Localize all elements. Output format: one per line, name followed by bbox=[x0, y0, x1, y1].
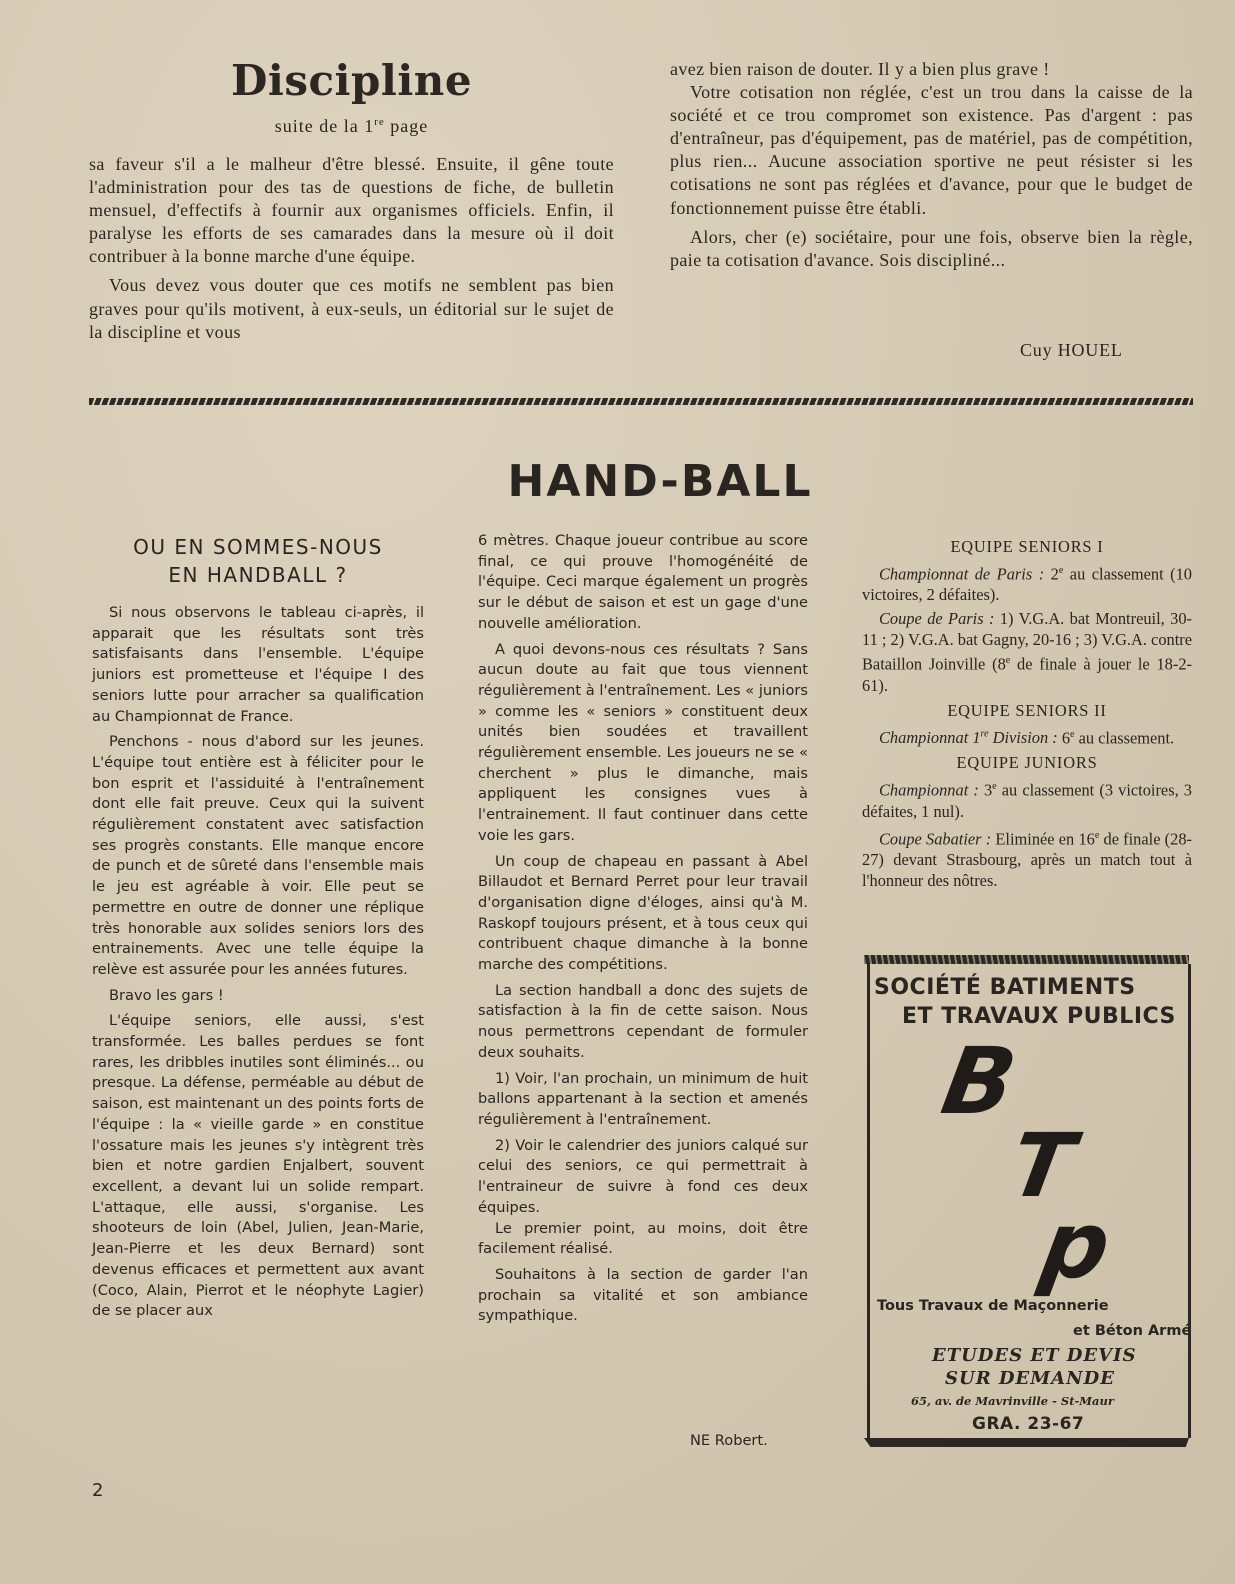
paragraph: Penchons - nous d'abord sur les jeunes. L'équipe tout entière est à féliciter pour le bon esprit et l'assiduité à l'entraînement dont elle fait preuve. Ceux qui la suivent régulièrement constatent avec satisfaction ses progrès constants. Elle manque encore de punch et de sûreté dans l'ensemble mais le jeu est agréable à voir. Elle peut se permettre en outre de donner une réplique très honorable aux solides seniors lors des entrainements. Avec une telle équipe la relève est assurée pour les années futures. bbox=[92, 733, 424, 978]
handball-signature: NE Robert. bbox=[690, 1432, 768, 1449]
paragraph: A quoi devons-nous ces résultats ? Sans aucun doute au fait que tous viennent régulièrement à l'entraînement. Les « juniors » comme les « seniors » constituent deux unités bien soudées et travaillent régulièrement ensemble. Les joueurs ne se « cherchent » plus le dimanche, mais appliquent les consignes vues à l'entrainement. Il faut continuer dans cette voie les gars. bbox=[478, 640, 808, 844]
paragraph: 1) Voir, l'an prochain, un minimum de huit ballons appartenant à la section et amenés régulièrement à l'entraînement. bbox=[478, 1069, 808, 1128]
handball-column-2 bbox=[478, 531, 808, 1327]
team-heading: EQUIPE SENIORS I bbox=[950, 537, 1104, 556]
ad-logo-letter-p: p bbox=[1033, 1192, 1119, 1299]
ad-border-top bbox=[864, 955, 1189, 964]
ad-demande: SUR DEMANDE bbox=[945, 1368, 1115, 1389]
paragraph: 6 mètres. Chaque joueur contribue au score final, ce qui prouve l'homogénéité de l'équipe. Ceci marque également un progrès sur le début de saison et est un gage d'une nouvelle amélioration. bbox=[478, 532, 808, 632]
discipline-column-left bbox=[89, 153, 614, 344]
discipline-title: Discipline bbox=[230, 56, 473, 105]
ad-border-bottom bbox=[864, 1438, 1189, 1447]
paragraph: Si nous observons le tableau ci-après, il apparait que les résultats sont très satisfaisants dans l'ensemble. L'équipe juniors est prometteuse et l'équipe I des seniors lutte pour arracher sa qualification au Championnat de France. bbox=[92, 604, 424, 725]
paragraph: Alors, cher (e) sociétaire, pour une fois, observe bien la règle, paie ta cotisation d'avance. Sois discipliné... bbox=[670, 226, 1193, 270]
paragraph: avez bien raison de douter. Il y a bien plus grave ! bbox=[670, 59, 1050, 79]
discipline-subtitle: suite de la 1re page bbox=[274, 116, 429, 136]
ad-address: 65, av. de Mavrinville - St-Maur bbox=[911, 1394, 1114, 1408]
ad-logo-letter-t: T bbox=[1002, 1114, 1082, 1217]
paragraph: Votre cotisation non réglée, c'est un trou dans la caisse de la société et ce trou compromet son existence. Pas d'argent : pas d'entraîneur, pas d'équipement, pas de matériel, pas de compétition, plus rien... Aucune association sportive ne peut résister si les cotisations ne sont pas réglées et d'avance, pour que le budget de fonctionnement puisse être établi. bbox=[670, 82, 1193, 218]
paragraph: Un coup de chapeau en passant à Abel Billaudot et Bernard Perret pour leur travail d'organisation digne d'éloges, ainsi qu'à M. Raskopf toujours présent, et à tous ceux qui contribuent chaque dimanche à la bonne marche des compétitions. bbox=[478, 852, 808, 974]
paragraph: Bravo les gars ! bbox=[109, 986, 224, 1004]
paragraph: 2) Voir le calendrier des juniors calqué sur celui des seniors, ce qui permettrait à l'entraineur de suivre à fond ces deux équipes. bbox=[478, 1136, 808, 1216]
ad-services-line2: et Béton Armé bbox=[1073, 1323, 1192, 1339]
paragraph: L'équipe seniors, elle aussi, s'est transformée. Les balles perdues se font rares, les dribbles inutiles sont éliminés... ou presque. La défense, perméable au début de saison, est maintenant un des points forts de l'équipe : la « vieille garde » en constitue l'ossature mais les jeunes s'y intègrent très bien et notre gardien Enjalbert, souvent excellent, a devant lui un solide rempart. L'attaque, elle aussi, s'organise. Les shooteurs de loin (Abel, Julien, Jean-Marie, Jean-Pierre et les deux Bernard) sont devenus efficaces et permettent aux avant (Coco, Alain, Pierrot et le néophyte Lagier) de se placer aux bbox=[92, 1012, 424, 1320]
paragraph: La section handball a donc des sujets de satisfaction à la fin de cette saison. Nous nous permettrons cependant de formuler deux souhaits. bbox=[478, 981, 808, 1061]
team-heading: EQUIPE SENIORS II bbox=[947, 700, 1107, 720]
ad-etudes: ETUDES ET DEVIS bbox=[932, 1345, 1137, 1366]
ad-phone: GRA. 23-67 bbox=[972, 1414, 1085, 1434]
result-line: Championnat de Paris : 2e au classement (10 victoires, 2 défaites). bbox=[862, 564, 1192, 605]
discipline-signature: Cuy HOUEL bbox=[1020, 340, 1123, 360]
page-number: 2 bbox=[92, 1480, 104, 1501]
paragraph: Le premier point, au moins, doit être facilement réalisé. bbox=[478, 1219, 808, 1258]
paragraph: sa faveur s'il a le malheur d'être blessé. Ensuite, il gêne toute l'administration pour des tas de questions de fiche, de bulletin mensuel, d'effectifs à fournir aux organismes officiels. Enfin, il paralyse les efforts de ses camarades dans la mesure où il doit contribuer à la bonne marche d'une équipe. bbox=[89, 154, 614, 267]
team-heading: EQUIPE JUNIORS bbox=[956, 753, 1098, 773]
result-line: Championnat 1re Division : 6e au classement. bbox=[879, 728, 1175, 748]
ad-logo-letter-b: B bbox=[934, 1028, 1024, 1135]
section-divider bbox=[89, 398, 1193, 405]
handball-title: HAND-BALL bbox=[507, 456, 813, 507]
ad-company-line1: SOCIÉTÉ BATIMENTS bbox=[874, 975, 1136, 1000]
ad-services-line1: Tous Travaux de Maçonnerie bbox=[877, 1298, 1109, 1314]
ad-company-line2: ET TRAVAUX PUBLICS bbox=[902, 1004, 1176, 1029]
result-line: Championnat : 3e au classement (3 victoires, 3 défaites, 1 nul). bbox=[862, 780, 1192, 821]
result-line: Coupe Sabatier : Eliminée en 16e de finale (28-27) devant Strasbourg, après un match tout à l'honneur des nôtres. bbox=[862, 829, 1192, 891]
result-line: Coupe de Paris : 1) V.G.A. bat Montreuil, 30-11 ; 2) V.G.A. bat Gagny, 20-16 ; 3) V.G.A. contre Bataillon Joinville (8e de finale à jouer le 18-2-61). bbox=[862, 609, 1192, 695]
paragraph: Vous devez vous douter que ces motifs ne semblent pas bien graves pour qu'ils motivent, à eux-seuls, un éditorial sur le sujet de la discipline et vous bbox=[89, 275, 614, 342]
results-column bbox=[862, 532, 1192, 891]
paragraph: Souhaitons à la section de garder l'an prochain sa vitalité et son ambiance sympathique. bbox=[478, 1265, 808, 1325]
handball-heading: OU EN SOMMES-NOUS EN HANDBALL ? bbox=[133, 535, 383, 587]
discipline-column-right bbox=[670, 58, 1193, 272]
handball-column-1 bbox=[92, 603, 424, 1322]
